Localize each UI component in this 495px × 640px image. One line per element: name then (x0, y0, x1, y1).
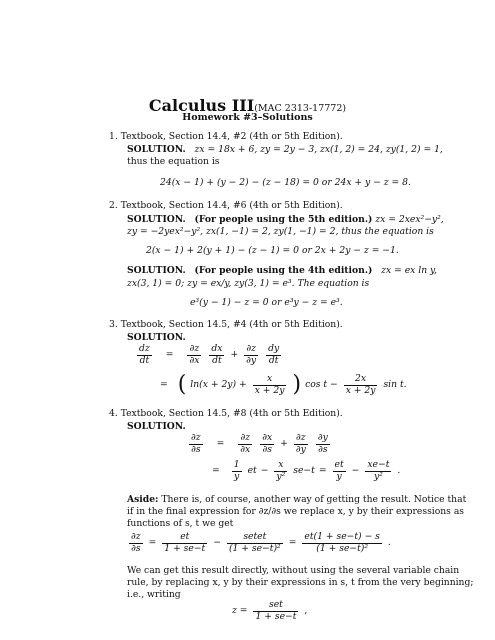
denominator: dt (139, 354, 150, 366)
denominator: ∂s (131, 542, 141, 554)
right-paren: ) (292, 372, 302, 398)
aside-line-2: if in the final expression for ∂z/∂s we replace x, y by their expressions as (127, 506, 465, 517)
denominator: y² (373, 470, 383, 482)
solution-text: zx = 18x + 6, zy = 2y − 3, zx(1, 2) = 24, zy(1, 2) = 1, (194, 144, 443, 155)
page-subtitle: Homework #3–Solutions (182, 112, 313, 123)
problem-number: 4. (109, 408, 118, 419)
cos-term: cos t − (305, 379, 338, 391)
problem-3-result (160, 374, 407, 396)
fraction (274, 460, 287, 482)
period: . (397, 465, 401, 477)
problem-number: 3. (109, 319, 118, 330)
numerator: set (253, 600, 298, 612)
problem-2-4th-line2: zx(3, 1) = 0; zy = ex/y, zy(3, 1) = e³. The equation is (127, 278, 370, 289)
aside-line-1 (127, 495, 466, 504)
fraction (162, 532, 207, 554)
problem-3-solution-label: SOLUTION. (127, 332, 186, 343)
solution-text: zx = 2xex²−y², (375, 214, 444, 225)
title-text: Calculus III (148, 96, 255, 115)
fraction (137, 344, 152, 366)
fraction (316, 433, 330, 455)
equals-sign: = (318, 465, 327, 477)
numerator: dy (268, 343, 280, 354)
equals-sign: = (148, 537, 157, 549)
denominator: ∂s (262, 443, 272, 455)
problem-source: Textbook, Section 14.4, #2 (4th or 5th Edition). (120, 131, 343, 142)
fraction (238, 433, 252, 455)
denominator: dt (212, 354, 222, 366)
exp-term: et (247, 465, 257, 477)
equals-sign: = (165, 349, 174, 361)
aside-z-definition (232, 600, 307, 622)
denominator: 1 + se−t (164, 542, 206, 554)
numerator: ∂z (294, 433, 308, 445)
aside-text: There is, of course, another way of getting the result. Notice that (161, 494, 467, 505)
fraction (227, 532, 283, 554)
problem-number: 1. (109, 131, 118, 142)
numerator: x (253, 374, 287, 386)
minus-sign: − (351, 465, 360, 477)
log-term: ln(x + 2y) + (190, 379, 247, 391)
numerator: et (334, 459, 344, 470)
fraction (302, 532, 381, 554)
fraction (232, 460, 242, 482)
problem-4-solution-label: SOLUTION. (127, 421, 186, 432)
solution-label: SOLUTION. (127, 214, 186, 225)
problem-source: Textbook, Section 14.4, #6 (4th or 5th Edition). (120, 200, 343, 211)
denominator: x + 2y (345, 384, 376, 396)
solution-text: zx = ex ln y, (381, 265, 437, 276)
denominator: 1 + se−t (255, 610, 297, 622)
equals-sign: = (212, 465, 220, 477)
aside-line-5: rule, by replacing x, y by their expressions in s, t from the very beginning; (127, 577, 474, 588)
solution-label: SOLUTION. (127, 265, 186, 276)
problem-3-chain-rule (135, 344, 283, 366)
problem-1-thus: thus the equation is (127, 156, 220, 167)
problem-source: Textbook, Section 14.5, #8 (4th or 5th Edition). (120, 408, 343, 419)
problem-1-equation: 24(x − 1) + (y − 2) − (z − 18) = 0 or 24x + y − z = 8. (160, 177, 411, 188)
numerator: xe−t (367, 459, 390, 470)
numerator: ∂z (187, 344, 201, 356)
fraction (344, 374, 378, 396)
fraction (244, 344, 258, 366)
problem-2-5th-equation: 2(x − 1) + 2(y + 1) − (z − 1) = 0 or 2x + 2y − z = −1. (146, 245, 399, 256)
numerator: setet (227, 532, 283, 544)
numerator: ∂z (131, 531, 141, 542)
problem-4-chain-rule (187, 433, 332, 455)
problem-2-solution-5th (127, 215, 444, 224)
denominator: ∂y (246, 354, 257, 366)
problem-1-header (109, 132, 343, 141)
equals-sign: = (288, 537, 297, 549)
denominator: (1 + se−t)² (228, 542, 281, 554)
edition-note: (For people using the 5th edition.) (194, 214, 373, 225)
problem-4-header (109, 409, 343, 418)
aside-line-6: i.e., writing (127, 589, 181, 600)
aside-label: Aside: (127, 494, 159, 505)
numerator: ∂z (191, 432, 201, 443)
denominator: y² (276, 470, 286, 482)
aside-line-3: functions of s, t we get (127, 518, 234, 529)
fraction (253, 600, 298, 622)
numerator: 1 (233, 459, 240, 470)
sin-term: sin t. (383, 379, 407, 391)
numerator: x (274, 460, 287, 472)
denominator: x + 2y (254, 384, 285, 396)
left-paren: ( (177, 372, 187, 398)
course-code: (MAC 2313-17772) (254, 103, 347, 114)
problem-2-solution-4th (127, 266, 437, 275)
denominator: ∂y (295, 443, 306, 455)
problem-2-header (109, 201, 343, 210)
solution-label: SOLUTION. (127, 144, 186, 155)
fraction (129, 532, 143, 554)
numerator: dz (139, 343, 150, 354)
aside-line-4: We can get this result directly, without using the several variable chain (127, 565, 460, 576)
denominator: (1 + se−t)² (316, 542, 369, 554)
numerator: et(1 + se−t) − s (304, 531, 380, 542)
equals-sign: = (216, 438, 225, 450)
exp-term: se−t (293, 465, 315, 477)
numerator: dx (211, 343, 223, 354)
fraction (253, 374, 287, 396)
fraction (187, 344, 201, 366)
numerator: ∂z (244, 344, 258, 356)
problem-2-4th-equation: e³(y − 1) − z = 0 or e³y − z = e³. (190, 297, 343, 308)
problem-4-result (212, 460, 400, 482)
fraction (260, 433, 274, 455)
denominator: ∂x (240, 443, 251, 455)
edition-note: (For people using the 4th edition.) (194, 265, 373, 276)
problem-2-5th-line2: zy = −2yex²−y², zx(1, −1) = 2, zy(1, −1) = 2, thus the equation is (127, 226, 434, 237)
fraction (365, 460, 391, 482)
numerator: ∂y (317, 432, 328, 443)
denominator: dt (268, 354, 279, 366)
plus-sign: + (230, 349, 239, 361)
fraction (266, 344, 281, 366)
comma: , (304, 605, 308, 617)
problem-number: 2. (109, 200, 118, 211)
minus-sign: − (213, 537, 221, 549)
z-equals: z = (232, 605, 248, 617)
denominator: ∂s (191, 443, 201, 455)
minus-sign: − (260, 465, 269, 477)
problem-3-header (109, 320, 343, 329)
denominator: y (234, 470, 240, 482)
problem-1-solution (127, 145, 443, 154)
problem-source: Textbook, Section 14.5, #4 (4th or 5th Edition). (120, 319, 343, 330)
fraction (209, 344, 224, 366)
fraction (333, 460, 346, 482)
numerator: et (162, 532, 207, 544)
numerator: 2x (344, 374, 378, 386)
equals-sign: = (160, 379, 168, 391)
plus-sign: + (280, 438, 288, 450)
period: . (387, 537, 391, 549)
numerator: ∂z (238, 433, 252, 445)
denominator: ∂x (189, 354, 200, 366)
denominator: ∂s (318, 443, 328, 455)
fraction (294, 433, 308, 455)
aside-equation (127, 532, 391, 554)
numerator: ∂x (262, 432, 273, 443)
denominator: y (336, 470, 342, 482)
fraction (189, 433, 203, 455)
